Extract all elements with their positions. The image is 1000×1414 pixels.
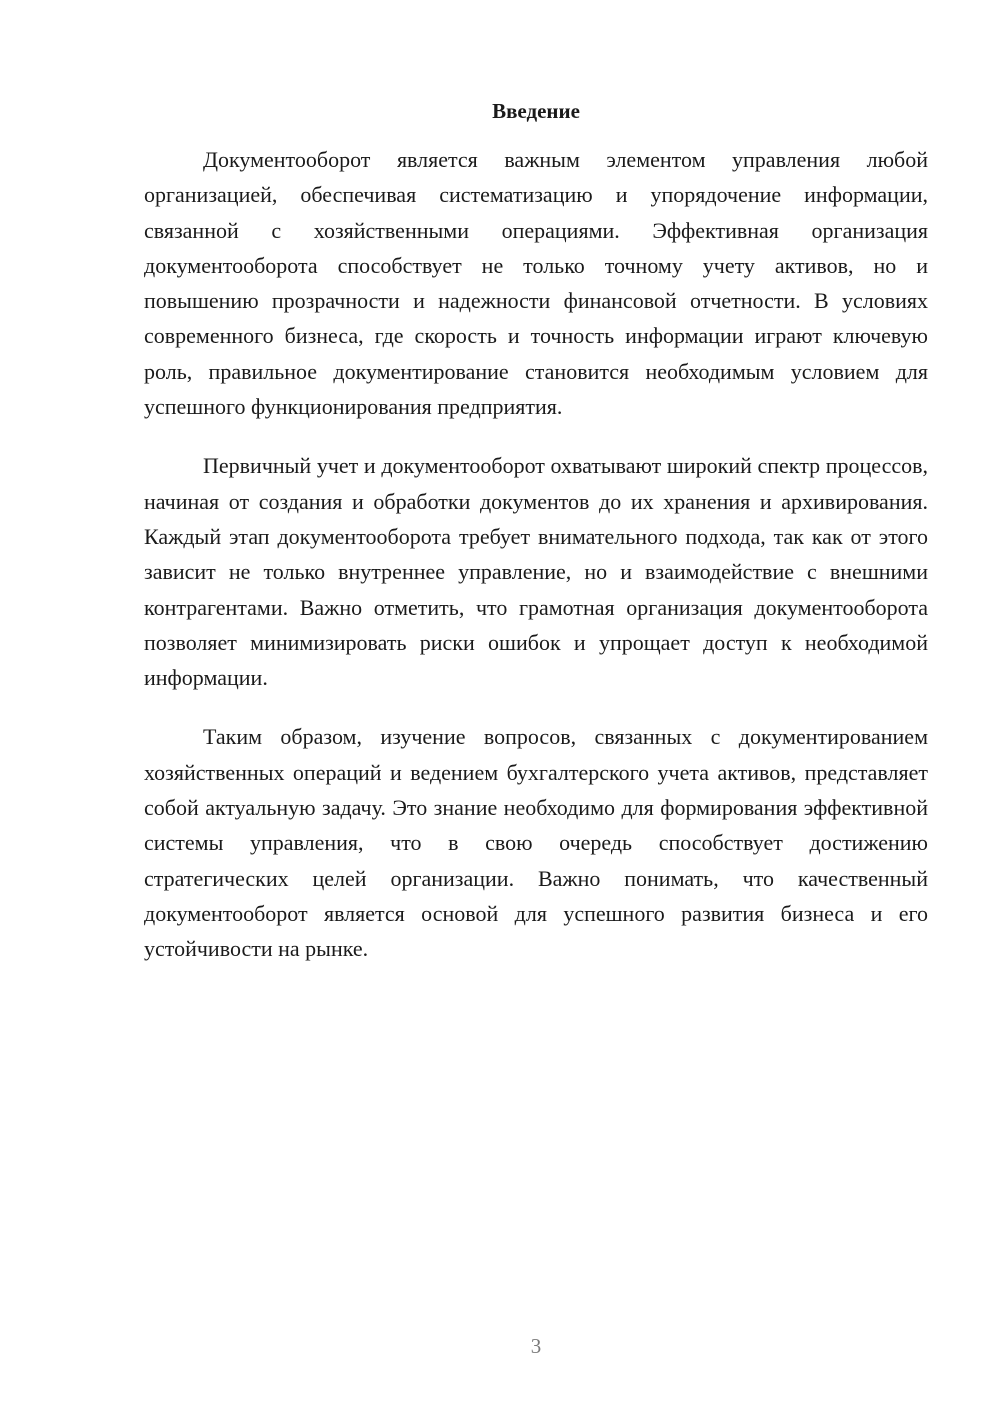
paragraph-2: Первичный учет и документооборот охватывают широкий спектр процессов, начиная от создания и обработки документов до их хранения и архивирования. Каждый этап документооборота требует внимательного подхода, так как от этого зависит не только внутреннее управление, но и взаимодействие с внешними контрагентами. Важно отметить, что грамотная организация документооборота позволяет минимизировать риски ошибок и упрощает доступ к необходимой информации. bbox=[144, 453, 928, 691]
section-title: Введение bbox=[492, 99, 580, 123]
body-text bbox=[144, 142, 928, 991]
page-number: 3 bbox=[530, 1334, 542, 1358]
paragraph-1: Документооборот является важным элементом управления любой организацией, обеспечивая систематизацию и упорядочение информации, связанной с хозяйственными операциями. Эффективная организация документооборота способствует не только точному учету активов, но и повышению прозрачности и надежности финансовой отчетности. В условиях современного бизнеса, где скорость и точность информации играют ключевую роль, правильное документирование становится необходимым условием для успешного функционирования предприятия. bbox=[144, 147, 928, 420]
paragraph-3: Таким образом, изучение вопросов, связанных с документированием хозяйственных операций и ведением бухгалтерского учета активов, представляет собой актуальную задачу. Это знание необходимо для формирования эффективной системы управления, что в свою очередь способствует достижению стратегических целей организации. Важно понимать, что качественный документооборот является основой для успешного развития бизнеса и его устойчивости на рынке. bbox=[144, 724, 928, 962]
